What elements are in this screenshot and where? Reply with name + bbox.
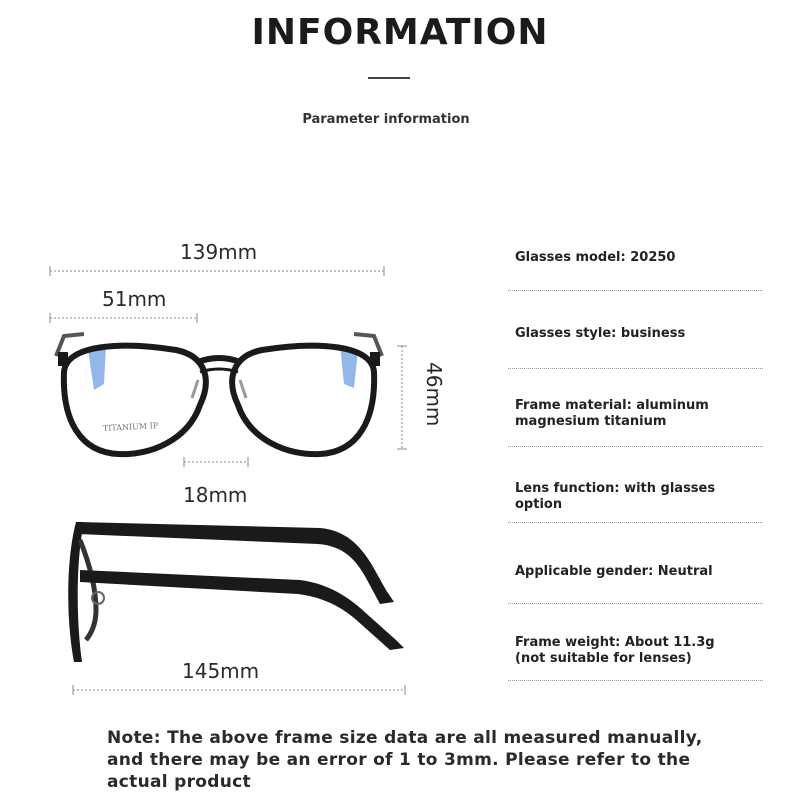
page-title: INFORMATION [251,12,549,53]
spec-model: Glasses model: 20250 [515,250,676,265]
spec-gender: Applicable gender: Neutral [515,564,713,579]
spec-divider [508,290,763,291]
spec-style: Glasses style: business [515,326,686,341]
spec-divider [508,680,763,681]
spec-weight: Frame weight: About 11.3g (not suitable for lenses) [515,635,715,666]
glasses-side-view [68,522,404,662]
spec-divider [508,446,763,447]
frame-imprint: TITANIUM IP [102,421,159,433]
spec-lens-function: Lens function: with glasses option [515,481,716,512]
lens-height-label: 46mm [422,362,446,427]
page-subtitle: Parameter information [302,112,470,127]
measurement-note: Note: The above frame size data are all measured manually, and there may be an error of 1 to 3mm. Please refer to the actual product [107,728,703,792]
spec-divider [508,522,763,523]
temple-length-label: 145mm [182,659,260,683]
spec-divider [508,368,763,369]
spec-material: Frame material: aluminum magnesium titanium [515,398,709,429]
spec-divider [508,603,763,604]
lens-width-label: 51mm [102,287,167,311]
glasses-front-view [56,334,382,454]
bridge-width-label: 18mm [183,483,248,507]
total-width-label: 139mm [180,240,258,264]
